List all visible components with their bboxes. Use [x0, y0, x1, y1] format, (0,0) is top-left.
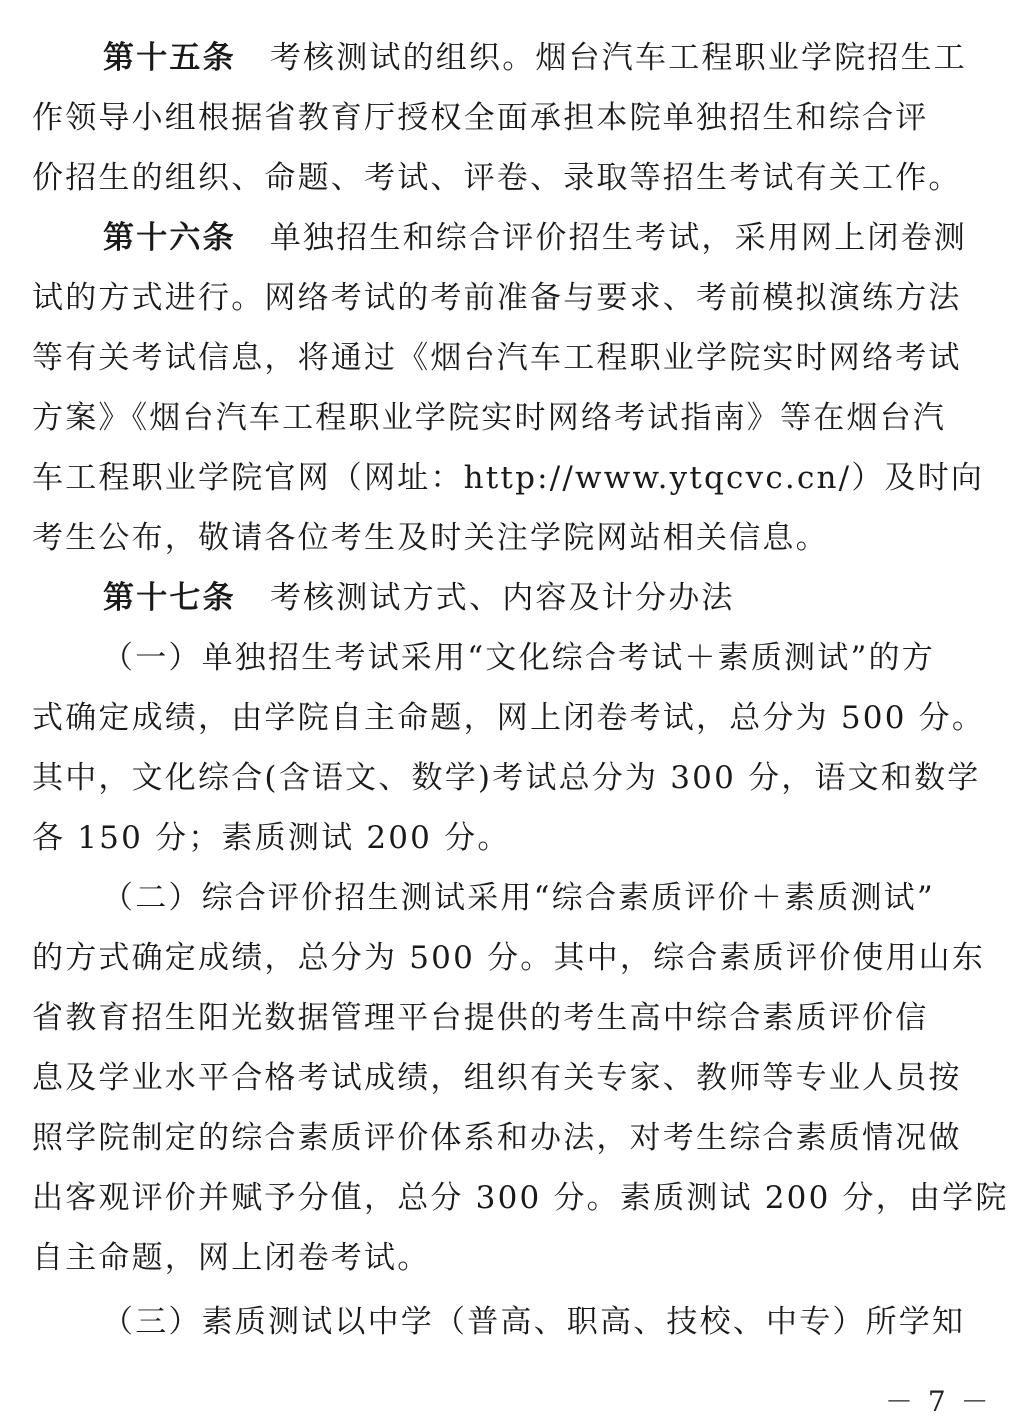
article-16-text: 单独招生和综合评价招生考试，采用网上闭卷测: [269, 220, 968, 256]
article-16-line-5: 车工程职业学院官网（网址：http://www.ytqcvc.cn/）及时向: [32, 460, 985, 496]
article-16-line-6: 考生公布，敬请各位考生及时关注学院网站相关信息。: [32, 520, 829, 556]
item-2-line-6: 出客观评价并赋予分值，总分 300 分。素质测试 200 分，由学院: [32, 1180, 1009, 1216]
article-15-line-1: [103, 28, 992, 88]
article-16-line-4: 方案》《烟台汽车工程职业学院实时网络考试指南》等在烟台汽: [32, 400, 947, 436]
article-15-line-2: 作领导小组根据省教育厅授权全面承担本院单独招生和综合评: [32, 100, 929, 136]
item-3-line-1: （三）素质测试以中学（普高、职高、技校、中专）所学知: [102, 1304, 966, 1340]
item-2-line-1: （二）综合评价招生测试采用“综合素质评价＋素质测试”: [102, 880, 935, 916]
article-15-text: 考核测试的组织。烟台汽车工程职业学院招生工: [269, 40, 968, 76]
article-15-heading: 第十五条: [103, 40, 236, 76]
item-1-line-4: 各 150 分；素质测试 200 分。: [32, 820, 511, 856]
article-17-line-1: [103, 568, 992, 628]
article-17-text: 考核测试方式、内容及计分办法: [269, 580, 735, 616]
page-number: － 7 －: [885, 1385, 992, 1418]
article-16-line-2: 试的方式进行。网络考试的考前准备与要求、考前模拟演练方法: [32, 280, 962, 316]
item-2-line-5: 照学院制定的综合素质评价体系和办法，对考生综合素质情况做: [32, 1120, 962, 1156]
article-16-heading: 第十六条: [103, 220, 236, 256]
item-2-line-4: 息及学业水平合格考试成绩，组织有关专家、教师等专业人员按: [32, 1060, 962, 1096]
item-2-line-3: 省教育招生阳光数据管理平台提供的考生高中综合素质评价信: [32, 1000, 929, 1036]
article-16-line-3: 等有关考试信息，将通过《烟台汽车工程职业学院实时网络考试: [32, 340, 962, 376]
article-15-line-3: 价招生的组织、命题、考试、评卷、录取等招生考试有关工作。: [32, 160, 962, 196]
item-1-line-3: 其中，文化综合(含语文、数学)考试总分为 300 分，语文和数学: [32, 760, 981, 796]
item-2-line-7: 自主命题，网上闭卷考试。: [32, 1240, 431, 1276]
item-1-line-1: （一）单独招生考试采用“文化综合考试＋素质测试”的方: [102, 640, 935, 676]
article-17-heading: 第十七条: [103, 580, 236, 616]
item-2-line-2: 的方式确定成绩，总分为 500 分。其中，综合素质评价使用山东: [32, 940, 986, 976]
article-16-line-1: [103, 208, 992, 268]
item-1-line-2: 式确定成绩，由学院自主命题，网上闭卷考试，总分为 500 分。: [32, 700, 986, 736]
